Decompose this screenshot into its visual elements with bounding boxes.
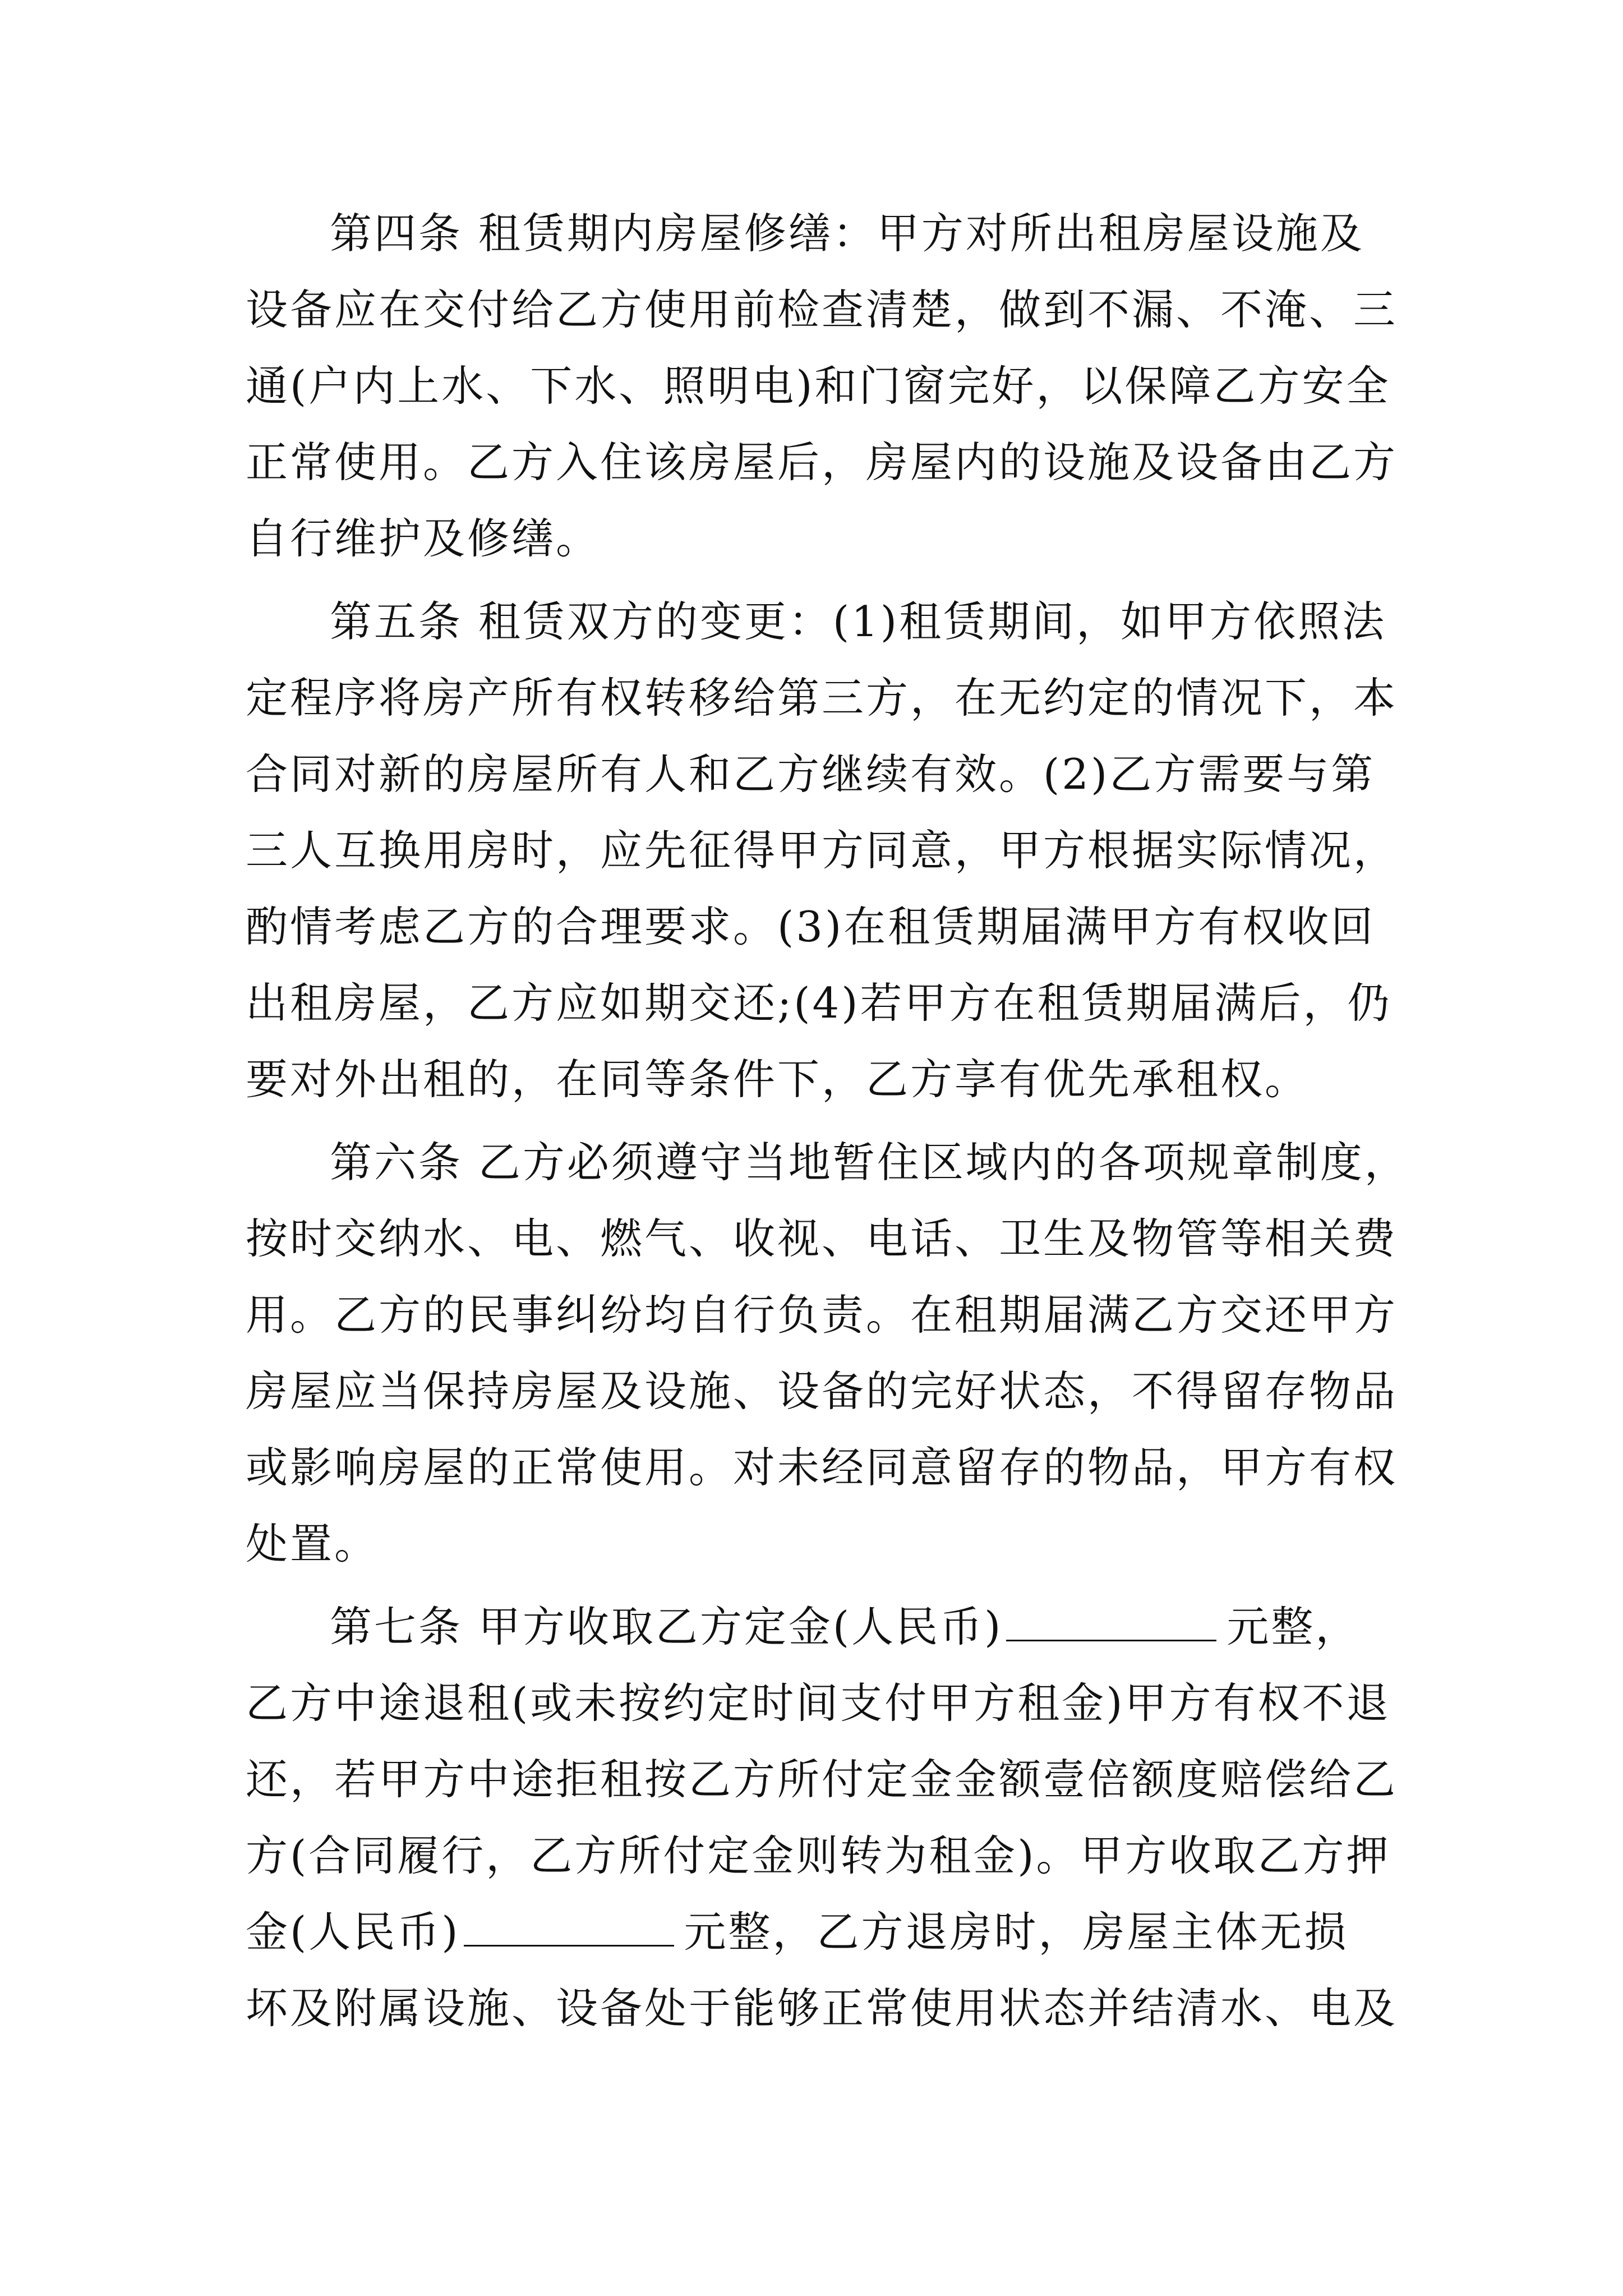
article-4-line-2: 设备应在交付给乙方使用前检查清楚，做到不漏、不淹、三: [246, 285, 1398, 334]
article-7-line-1-suffix: 元整，: [1227, 1602, 1360, 1651]
article-4-line-1: 第四条 租赁期内房屋修缮：甲方对所出租房屋设施及: [330, 209, 1364, 258]
article-7-line-2: 乙方中途退租(或未按约定时间支付甲方租金)甲方有权不退: [246, 1678, 1391, 1728]
article-7-line-1-text: 第七条 甲方收取乙方定金(人民币): [330, 1602, 1003, 1651]
article-5-line-4: 三人互换用房时，应先征得甲方同意，甲方根据实际情况，: [246, 826, 1398, 875]
article-7-line-6: 坏及附属设施、设备处于能够正常使用状态并结清水、电及: [246, 1984, 1398, 2033]
article-6-line-3: 用。乙方的民事纠纷均自行负责。在租期届满乙方交还甲方: [246, 1290, 1398, 1340]
article-5-line-2: 定程序将房产所有权转移给第三方，在无约定的情况下，本: [246, 673, 1398, 723]
article-6-line-1: 第六条 乙方必须遵守当地暂住区域内的各项规章制度，: [330, 1138, 1409, 1187]
article-7-line-3: 还，若甲方中途拒租按乙方所付定金金额壹倍额度赔偿给乙: [246, 1755, 1398, 1804]
article-7-line-5-suffix: 元整，乙方退房时，房屋主体无损: [684, 1907, 1349, 1957]
contract-body: [246, 195, 1409, 2053]
article-6-line-5: 或影响房屋的正常使用。对未经同意留存的物品，甲方有权: [246, 1443, 1398, 1492]
article-5-line-1: 第五条 租赁双方的变更：(1)租赁期间，如甲方依照法: [330, 597, 1387, 646]
article-7-line-4: 方(合同履行，乙方所付定金则转为租金)。甲方收取乙方押: [246, 1831, 1391, 1880]
article-6-line-2: 按时交纳水、电、燃气、收视、电话、卫生及物管等相关费: [246, 1214, 1398, 1263]
article-5-paragraph: [246, 583, 1398, 1117]
article-4-line-4: 正常使用。乙方入住该房屋后，房屋内的设施及设备由乙方: [246, 438, 1398, 487]
article-4-paragraph: [246, 195, 1398, 577]
article-5-line-5: 酌情考虑乙方的合理要求。(3)在租赁期届满甲方有权收回: [246, 902, 1376, 951]
article-7-line-5: [246, 1894, 1381, 1970]
article-6-line-6: 处置。: [246, 1519, 379, 1568]
article-5-line-6: 出租房屋，乙方应如期交还;(4)若甲方在租赁期届满后，仍: [246, 978, 1392, 1028]
article-4-line-3: 通(户内上水、下水、照明电)和门窗完好，以保障乙方安全: [246, 361, 1391, 411]
article-5-line-3: 合同对新的房屋所有人和乙方继续有效。(2)乙方需要与第: [246, 749, 1376, 799]
deposit-amount-blank: [1006, 1606, 1216, 1641]
article-6-paragraph: [246, 1124, 1409, 1582]
article-4-line-5: 自行维护及修缮。: [246, 514, 601, 563]
article-6-line-4: 房屋应当保持房屋及设施、设备的完好状态，不得留存物品: [246, 1366, 1398, 1416]
article-7-line-5-text: 金(人民币): [246, 1907, 460, 1957]
article-5-line-7: 要对外出租的，在同等条件下，乙方享有优先承租权。: [246, 1055, 1310, 1104]
article-7-paragraph: [246, 1589, 1398, 2046]
security-deposit-blank: [464, 1911, 674, 1947]
article-7-line-1: [246, 1589, 1381, 1665]
